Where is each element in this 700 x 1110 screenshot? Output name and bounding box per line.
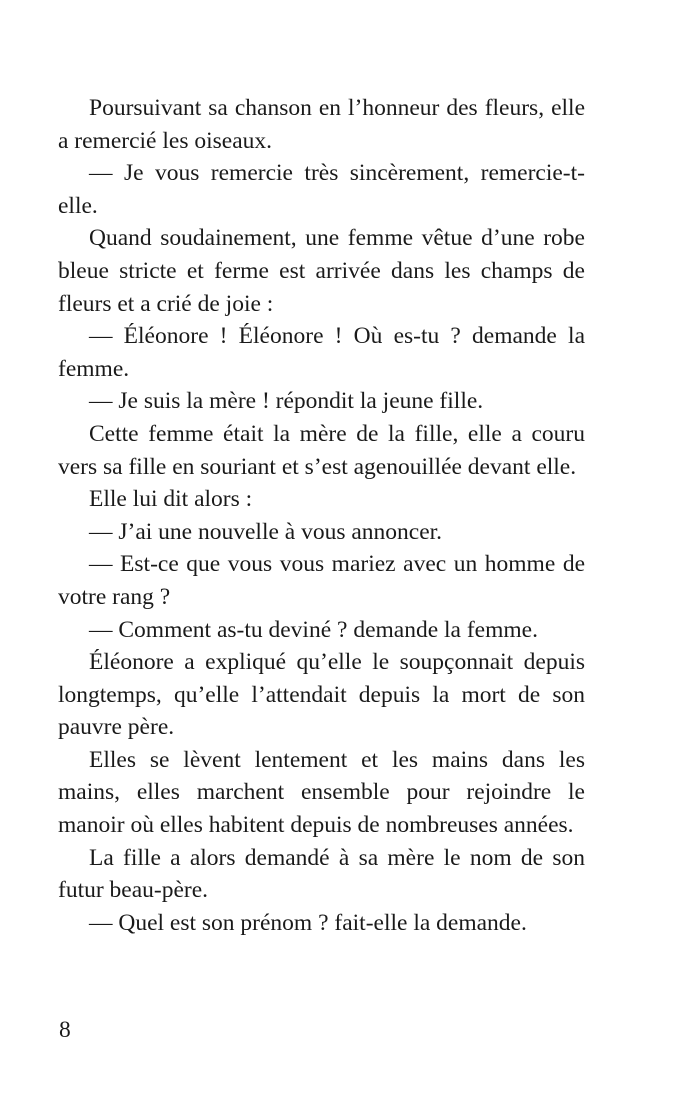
paragraph: — Comment as-tu deviné ? demande la femme. bbox=[89, 616, 538, 643]
paragraph: — Quel est son prénom ? fait-elle la demande. bbox=[89, 909, 527, 936]
paragraph: — J’ai une nouvelle à vous annoncer. bbox=[89, 518, 443, 545]
paragraph: — Je suis la mère ! répondit la jeune fille. bbox=[89, 388, 484, 415]
paragraph: — Est-ce que vous vous mariez avec un homme de votre rang ? bbox=[58, 551, 585, 610]
paragraph: Cette femme était la mère de la fille, elle a couru vers sa fille en souriant et s’est agenouillée devant elle. bbox=[58, 420, 585, 480]
page-body bbox=[58, 92, 585, 939]
paragraph: — Éléonore ! Éléonore ! Où es-tu ? demande la femme. bbox=[58, 323, 585, 382]
paragraph: Elle lui dit alors : bbox=[89, 486, 253, 513]
page-number: 8 bbox=[59, 1017, 71, 1043]
paragraph: La fille a alors demandé à sa mère le nom de son futur beau-père. bbox=[58, 844, 585, 904]
paragraph: — Je vous remercie très sincèrement, remercie-t-elle. bbox=[58, 160, 585, 219]
paragraph: Éléonore a expliqué qu’elle le soupçonnait depuis longtemps, qu’elle l’attendait depuis la mort de son pauvre père. bbox=[58, 649, 585, 741]
paragraph: Quand soudainement, une femme vêtue d’une robe bleue stricte et ferme est arrivée dans les champs de fleurs et a crié de joie : bbox=[58, 225, 585, 317]
paragraph: Poursuivant sa chanson en l’honneur des fleurs, elle a remercié les oiseaux. bbox=[58, 95, 585, 154]
paragraph: Elles se lèvent lentement et les mains dans les mains, elles marchent ensemble pour rejoindre le manoir où elles habitent depuis de nombreuses années. bbox=[58, 746, 585, 839]
